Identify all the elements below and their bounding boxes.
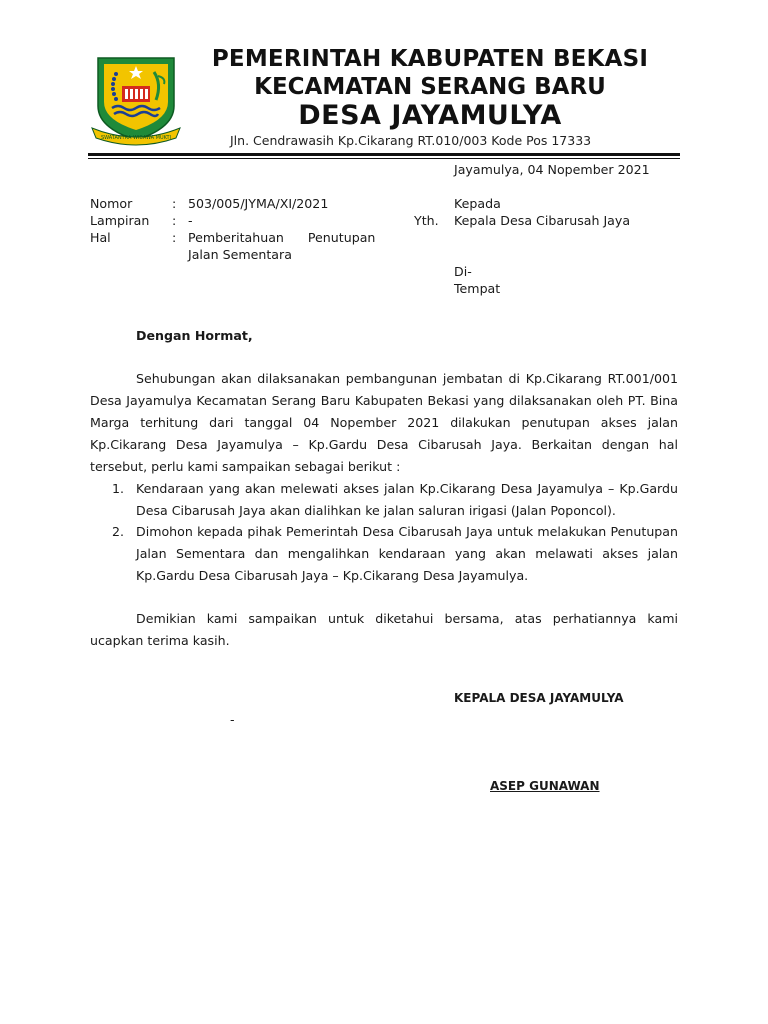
letterhead-district: KECAMATAN SERANG BARU	[254, 74, 606, 100]
signature-dash: -	[230, 712, 235, 727]
body-paragraph: Sehubungan akan dilaksanakan pembangunan jembatan di Kp.Cikarang RT.001/001 Desa Jayamulya Kecamatan Serang Baru Kabupaten Bekasi yang dilaksanakan oleh PT. Bina Marga terhitung dari tanggal 04 Nopember 2021 dilakukan penutupan akses jalan Kp.Cikarang Desa Jayamulya – Kp.Gardu Desa Cibarusah Jaya. Berkaitan dengan hal tersebut, perlu kami sampaikan sebagai berikut :	[90, 371, 678, 474]
hal-value-line1: Pemberitahuan Penutupan	[188, 230, 376, 245]
lampiran-value: -	[188, 213, 193, 228]
kabupaten-bekasi-logo-icon	[88, 44, 184, 148]
nomor-colon: :	[172, 196, 177, 211]
list-item	[112, 478, 678, 522]
svg-text:SWATANTRA WIBAWA MUKTI: SWATANTRA WIBAWA MUKTI	[100, 135, 172, 141]
signature-name: ASEP GUNAWAN	[490, 779, 600, 793]
recipient-name: Kepala Desa Cibarusah Jaya	[454, 213, 631, 228]
hal-label: Hal	[90, 230, 111, 245]
list-item-text: Dimohon kepada pihak Pemerintah Desa Cibarusah Jaya untuk melakukan Penutupan Jalan Sementara dan mengalihkan kendaraan yang akan melawati akses jalan Kp.Gardu Desa Cibarusah Jaya – Kp.Cikarang Desa Jayamulya.	[136, 524, 678, 583]
list-item	[112, 521, 678, 587]
list-item-number: 1.	[112, 481, 125, 496]
nomor-label: Nomor	[90, 196, 133, 211]
letter-date: Jayamulya, 04 Nopember 2021	[454, 162, 650, 177]
letterhead-government: PEMERINTAH KABUPATEN BEKASI	[211, 46, 649, 72]
recipient-kepada: Kepada	[454, 196, 501, 211]
salutation: Dengan Hormat,	[136, 328, 253, 343]
hal-colon: :	[172, 230, 177, 245]
recipient-tempat: Tempat	[454, 281, 501, 296]
recipient-yth: Yth.	[414, 213, 439, 228]
nomor-value: 503/005/JYMA/XI/2021	[188, 196, 329, 211]
letterhead-divider-thin	[88, 158, 680, 159]
list-item-number: 2.	[112, 524, 125, 539]
letterhead-village: DESA JAYAMULYA	[298, 100, 562, 131]
list-item-text: Kendaraan yang akan melewati akses jalan Kp.Cikarang Desa Jayamulya – Kp.Gardu Desa Cibarusah Jaya akan dialihkan ke jalan saluran irigasi (Jalan Poponcol).	[136, 481, 678, 518]
lampiran-label: Lampiran	[90, 213, 150, 228]
letterhead-divider-thick	[88, 153, 680, 156]
recipient-di: Di-	[454, 264, 472, 279]
closing-paragraph: Demikian kami sampaikan untuk diketahui bersama, atas perhatiannya kami ucapkan terima kasih.	[90, 611, 678, 648]
lampiran-colon: :	[172, 213, 177, 228]
letterhead-address: Jln. Cendrawasih Kp.Cikarang RT.010/003 Kode Pos 17333	[230, 133, 592, 148]
signature-title: KEPALA DESA JAYAMULYA	[454, 691, 624, 705]
hal-value-line2: Jalan Sementara	[188, 247, 292, 262]
